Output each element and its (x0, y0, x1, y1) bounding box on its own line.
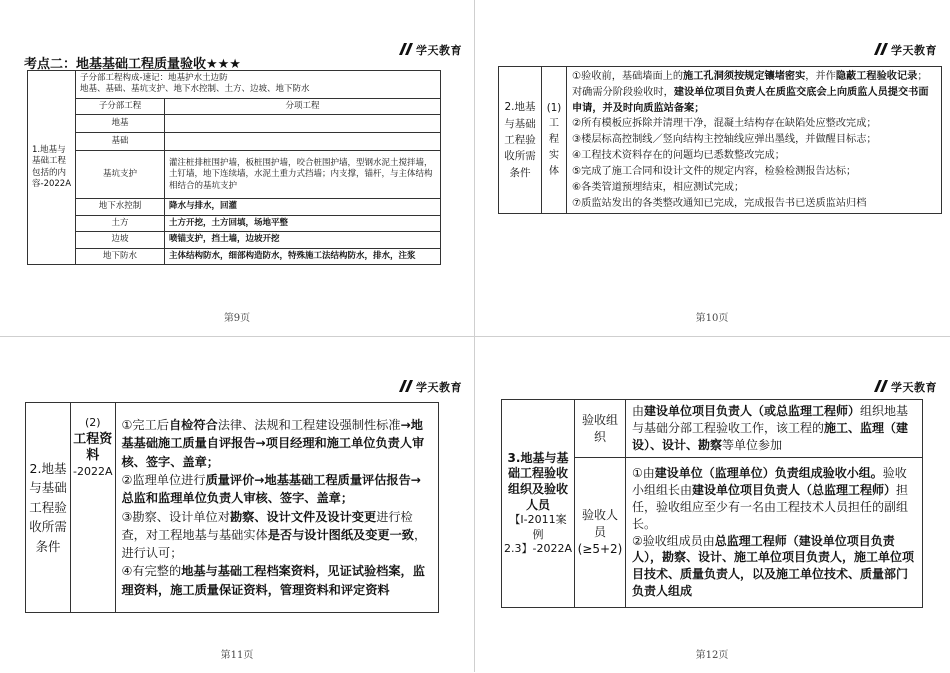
list-item: ⑦质监站发出的各类整改通知已完成，完成报告书已送质监站归档 (572, 197, 867, 209)
row-label: 验收组织 (574, 400, 625, 458)
brand-name: 学天教育 (416, 381, 462, 394)
list-item: ③楼层标高控制线／竖向结构主控轴线应弹出墨线，并做醒目标志； (572, 134, 877, 146)
category-reference: 【Ⅰ-2011案例2.3】-2022A (504, 513, 572, 555)
table-cell: 喷锚支护，挡土墙，边坡开挖 (165, 232, 441, 248)
list-item: ⑤完成了施工合同和设计文件的规定内容，检验检测报告达标； (572, 165, 857, 177)
list-item: ①验收前，基础墙面上的施工孔洞须按规定镶堵密实，并作隐蔽工程验收记录；对确需分阶段验收时，建设单位项目负责人在质监交底会上向质监人员提交书面申请，并及时向质监站备案； (572, 71, 929, 114)
subcategory-cell: (1)工程实体 (542, 67, 567, 214)
brand-name: 学天教育 (891, 44, 937, 57)
category-cell (502, 400, 575, 608)
category-cell: 2.地基与基础工程验收所需条件 (499, 67, 542, 214)
table-cell: 土方 (76, 215, 165, 231)
table-cell: 地下水控制 (76, 199, 165, 215)
table-cell: 主体结构防水，细部构造防水，特殊施工法结构防水，排水，注浆 (165, 248, 441, 264)
table-cell: 地基 (76, 115, 165, 133)
conditions-table (498, 66, 942, 214)
page-title: 考点二：地基基础工程质量验收★★★ (24, 57, 241, 72)
row-label (574, 458, 625, 608)
row-header: 1.地基与基础工程包括的内容-2022A (28, 71, 76, 265)
list-item: ④有完整的地基与基础工程档案资料，见证试验档案，监理资料，施工质量保证资料，管理资料和评定资料 (121, 564, 425, 597)
category-title: 3.地基与基础工程验收组织及验收人员 (507, 450, 569, 512)
page-number: 第9页 (223, 313, 251, 324)
category-cell: 2.地基与基础工程验收所需条件 (26, 403, 71, 613)
brand-logo-icon (874, 43, 888, 55)
brand-logo (399, 42, 462, 58)
page-number: 第10页 (695, 313, 729, 324)
memo-cell (76, 71, 441, 99)
brand-name: 学天教育 (416, 44, 462, 57)
subcategory-number: (2) (84, 416, 101, 429)
brand-name: 学天教育 (891, 381, 937, 394)
table-cell: 地下防水 (76, 248, 165, 264)
organization-table (501, 399, 923, 608)
subcategory-name: 工程资料 (73, 431, 113, 464)
content-cell (567, 67, 942, 214)
materials-table (25, 402, 439, 613)
brand-logo (874, 379, 937, 395)
column-header: 分项工程 (165, 98, 441, 114)
page-number: 第12页 (695, 650, 729, 661)
brand-logo-icon (399, 380, 413, 392)
subcategory-cell (71, 403, 116, 613)
row-label-text: 验收人员 (581, 508, 618, 540)
table-cell: 土方开挖，土方回填，场地平整 (165, 215, 441, 231)
table-cell (165, 133, 441, 151)
content-cell: 由建设单位项目负责人（或总监理工程师）组织地基与基础分部工程验收工作，该工程的施工、监理（建设）、设计、勘察等单位参加 (625, 400, 922, 458)
brand-logo-icon (874, 380, 888, 392)
list-item: ①完工后自检符合法律、法规和工程建设强制性标准→地基基础施工质量自评报告→项目经理和施工单位负责人审核、签字、盖章； (121, 418, 425, 469)
table-cell: 基础 (76, 133, 165, 151)
page-number: 第11页 (220, 650, 254, 661)
list-item: ③勘察、设计单位对勘察、设计文件及设计变更进行检查，对工程地基与基础实体是否与设计图纸及变更一致，进行认可； (121, 509, 427, 561)
subcategory-year: -2022A (73, 465, 113, 479)
table-cell: 灌注桩排桩围护墙，板桩围护墙，咬合桩围护墙，型钢水泥土搅拌墙，土钉墙，地下连续墙，水泥土重力式挡墙；内支撑，锚杆，与主体结构相结合的基坑支护 (165, 151, 441, 199)
slide-page-9 (0, 0, 474, 336)
content-table (27, 70, 441, 265)
list-item: ②所有模板应拆除并清理干净，混凝土结构存在缺陷处应整改完成； (572, 118, 877, 130)
column-header: 子分部工程 (76, 98, 165, 114)
memo-line: 子分部工程构成-速记：地基护水土边防 (80, 73, 228, 83)
table-cell: 边坡 (76, 232, 165, 248)
list-item: ②监理单位进行质量评价→地基基础工程质量评估报告→总监和监理单位负责人审核、签字、盖章； (121, 472, 421, 506)
list-item: ④工程技术资料存在的问题均已悉数整改完成； (572, 150, 785, 162)
list-item: ①由建设单位（监理单位）负责组成验收小组。验收小组组长由建设单位项目负责人（总监理工程师）担任，验收组应至少有一名由工程技术人员担任的副组长。 (631, 466, 909, 531)
table-cell (165, 115, 441, 133)
content-cell (625, 458, 922, 608)
list-item: ②验收组成员由总监理工程师（建设单位项目负责人），勘察、设计、施工单位项目负责人，施工单位项目技术、质量负责人，以及施工单位技术、质量部门负责人组成 (631, 533, 915, 598)
row-label-count: (≥5+2) (577, 541, 623, 556)
brand-logo (399, 379, 462, 395)
content-cell (115, 403, 439, 613)
brand-logo (874, 42, 937, 58)
table-cell: 降水与排水，回灌 (165, 199, 441, 215)
table-cell: 基坑支护 (76, 151, 165, 199)
brand-logo-icon (399, 43, 413, 55)
memo-line: 地基、基础、基坑支护、地下水控制、土方、边坡、地下防水 (80, 84, 310, 95)
list-item: ⑥各类管道预埋结束，相应测试完成； (572, 181, 745, 193)
